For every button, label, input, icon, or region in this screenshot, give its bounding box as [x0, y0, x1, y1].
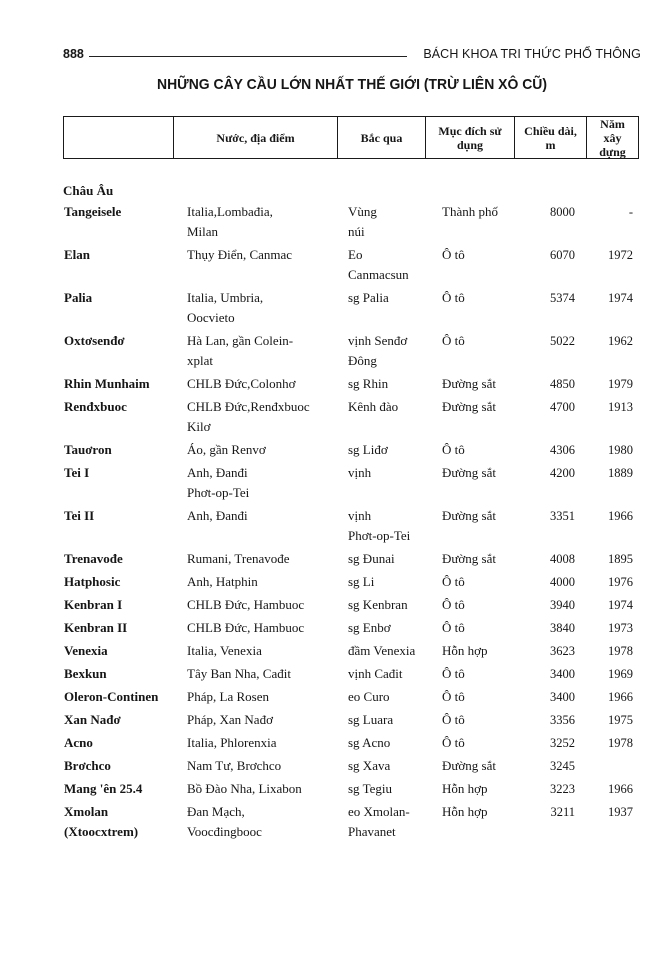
bridge-year: -: [628, 205, 633, 219]
bridge-name: Oxtơsenđơ: [64, 333, 125, 348]
bridge-location: CHLB Đức,Colonhơ: [187, 376, 296, 391]
bridge-purpose: Đường sắt: [442, 465, 496, 480]
bridge-name: Kenbran II: [64, 620, 128, 635]
bridge-name: Xmolan: [64, 804, 109, 819]
bridge-purpose: Hỗn hợp: [442, 781, 488, 796]
bridge-purpose: Hỗn hợp: [442, 643, 488, 658]
table-row: [0, 374, 671, 394]
bridge-length: 3840: [550, 621, 575, 635]
bridge-length: 8000: [550, 205, 575, 219]
bridge-crosses: sg Li: [348, 574, 375, 589]
table-row: [0, 506, 671, 546]
bridge-year: 1966: [608, 782, 633, 796]
bridge-crosses: Phavanet: [348, 824, 396, 839]
bridge-purpose: Ô tô: [442, 442, 465, 457]
bridge-location: Milan: [187, 224, 219, 239]
running-head: BÁCH KHOA TRI THỨC PHỔ THÔNG: [423, 47, 641, 61]
bridge-purpose: Thành phố: [442, 204, 498, 219]
bridge-location: Voocđingbooc: [187, 824, 262, 839]
bridge-location: Nam Tư, Brơchco: [187, 758, 282, 773]
table-row: [0, 331, 671, 371]
bridge-length: 5022: [550, 334, 575, 348]
table-row: [0, 463, 671, 503]
bridge-crosses: Đông: [348, 353, 377, 368]
bridge-crosses: vịnh: [348, 508, 372, 523]
bridge-year: 1979: [608, 377, 633, 391]
bridge-crosses: vịnh Cađit: [348, 666, 403, 681]
bridge-purpose: Đường sắt: [442, 551, 496, 566]
bridge-name: Tauơron: [64, 442, 112, 457]
bridge-name: Mang 'ên 25.4: [64, 781, 143, 796]
bridge-length: 3223: [550, 782, 575, 796]
bridge-year: 1895: [608, 552, 633, 566]
bridge-crosses: vịnh: [348, 465, 372, 480]
header-crosses: Bắc qua: [337, 117, 425, 158]
bridge-location: xplat: [187, 353, 213, 368]
bridge-year: 1972: [608, 248, 633, 262]
bridge-purpose: Ô tô: [442, 597, 465, 612]
bridge-crosses: Eo: [348, 247, 363, 262]
bridge-year: 1962: [608, 334, 633, 348]
bridge-name: Kenbran I: [64, 597, 123, 612]
bridge-location: Anh, Hatphin: [187, 574, 258, 589]
table-row: [0, 245, 671, 285]
bridge-crosses: sg Tegiu: [348, 781, 392, 796]
bridge-crosses: Kênh đào: [348, 399, 399, 414]
table-row: [0, 641, 671, 661]
bridge-crosses: sg Đunai: [348, 551, 395, 566]
bridge-length: 4008: [550, 552, 575, 566]
bridge-length: 4306: [550, 443, 575, 457]
table-row: [0, 664, 671, 684]
bridge-purpose: Ô tô: [442, 574, 465, 589]
page-number: 888: [63, 47, 84, 61]
bridge-year: 1966: [608, 509, 633, 523]
bridge-name: Tei I: [64, 465, 90, 480]
bridge-location: Italia, Phlorenxia: [187, 735, 277, 750]
bridge-location: Đan Mạch,: [187, 804, 245, 819]
bridge-location: Thụy Điển, Canmac: [187, 247, 293, 262]
bridge-year: 1978: [608, 736, 633, 750]
section-heading: Châu Âu: [63, 183, 114, 198]
bridge-name: Xan Nađơ: [64, 712, 121, 727]
bridge-location: Oocvieto: [187, 310, 235, 325]
bridge-length: 6070: [550, 248, 575, 262]
bridge-length: 3400: [550, 690, 575, 704]
table-row: [0, 733, 671, 753]
bridge-year: 1974: [608, 291, 633, 305]
bridge-name: Acno: [64, 735, 93, 750]
table-header: [63, 116, 639, 159]
bridge-length: 3623: [550, 644, 575, 658]
bridge-crosses: Vùng: [348, 204, 377, 219]
bridge-length: 3940: [550, 598, 575, 612]
bridge-location: Anh, Đanđi: [187, 508, 248, 523]
bridge-length: 4000: [550, 575, 575, 589]
table-row: [0, 202, 671, 242]
bridge-length: 3400: [550, 667, 575, 681]
bridge-year: 1975: [608, 713, 633, 727]
table-row: [0, 595, 671, 615]
bridge-crosses: sg Acno: [348, 735, 391, 750]
bridge-length: 3351: [550, 509, 575, 523]
bridge-location: Pháp, La Rosen: [187, 689, 269, 704]
bridge-crosses: sg Palia: [348, 290, 389, 305]
bridge-location: CHLB Đức,Renđxbuoc: [187, 399, 310, 414]
bridge-purpose: Đường sắt: [442, 508, 496, 523]
bridge-location: Anh, Đanđi: [187, 465, 248, 480]
bridge-crosses: vịnh Senđơ: [348, 333, 408, 348]
bridge-purpose: Ô tô: [442, 247, 465, 262]
table-row: [0, 288, 671, 328]
bridge-location: Italia, Umbria,: [187, 290, 264, 305]
bridge-location: Phơt-op-Tei: [187, 485, 250, 500]
bridge-purpose: Ô tô: [442, 712, 465, 727]
bridge-year: 1976: [608, 575, 633, 589]
bridge-length: 3245: [550, 759, 575, 773]
bridge-length: 4850: [550, 377, 575, 391]
bridge-year: 1913: [608, 400, 633, 414]
bridge-location: Italia,Lombađia,: [187, 204, 273, 219]
header-location: Nước, địa điểm: [173, 117, 337, 158]
table-row: [0, 572, 671, 592]
bridge-purpose: Ô tô: [442, 290, 465, 305]
bridge-name: Venexia: [64, 643, 108, 658]
table-row: [0, 440, 671, 460]
bridge-location: Italia, Venexia: [187, 643, 262, 658]
bridge-crosses: sg Liđơ: [348, 442, 388, 457]
bridge-crosses: sg Rhin: [348, 376, 389, 391]
bridge-location: Áo, gần Renvơ: [187, 442, 266, 457]
bridge-location: Hà Lan, gần Colein-: [187, 333, 294, 348]
bridge-purpose: Đường sắt: [442, 399, 496, 414]
bridge-purpose: Ô tô: [442, 620, 465, 635]
bridge-length: 5374: [550, 291, 575, 305]
bridge-purpose: Hỗn hợp: [442, 804, 488, 819]
bridge-year: 1966: [608, 690, 633, 704]
bridge-crosses: núi: [348, 224, 365, 239]
header-year: Năm xây dựng: [586, 117, 638, 158]
bridge-year: 1980: [608, 443, 633, 457]
bridge-name: Bexkun: [64, 666, 107, 681]
bridge-name: Tangeisele: [64, 204, 122, 219]
bridge-purpose: Ô tô: [442, 689, 465, 704]
header-rule: [89, 56, 407, 57]
bridge-name: Tei II: [64, 508, 95, 523]
bridge-name: Renđxbuoc: [64, 399, 127, 414]
bridge-length: 4700: [550, 400, 575, 414]
bridge-crosses: Phơt-op-Tei: [348, 528, 411, 543]
bridge-name: (Xtoocxtrem): [64, 824, 139, 839]
bridge-year: 1978: [608, 644, 633, 658]
bridge-name: Oleron-Continen: [64, 689, 159, 704]
bridge-location: Bồ Đào Nha, Lixabon: [187, 781, 302, 796]
table-row: [0, 756, 671, 776]
header-purpose: Mục đích sử dụng: [425, 117, 514, 158]
bridge-crosses: sg Luara: [348, 712, 394, 727]
bridge-purpose: Ô tô: [442, 333, 465, 348]
bridge-location: CHLB Đức, Hambuoc: [187, 597, 305, 612]
bridge-name: Brơchco: [64, 758, 111, 773]
bridge-year: 1969: [608, 667, 633, 681]
bridge-year: 1889: [608, 466, 633, 480]
bridge-length: 3356: [550, 713, 575, 727]
table-row: [0, 802, 671, 842]
bridge-year: 1974: [608, 598, 633, 612]
bridge-purpose: Đường sắt: [442, 758, 496, 773]
header-length: Chiều dài, m: [514, 117, 586, 158]
bridge-location: Rumani, Trenavođe: [187, 551, 290, 566]
bridge-crosses: eo Xmolan-: [348, 804, 410, 819]
bridge-name: Trenavođe: [64, 551, 123, 566]
bridge-location: CHLB Đức, Hambuoc: [187, 620, 305, 635]
bridge-location: Tây Ban Nha, Cađit: [187, 666, 291, 681]
bridge-crosses: eo Curo: [348, 689, 390, 704]
table-row: [0, 710, 671, 730]
table-row: [0, 687, 671, 707]
table-row: [0, 549, 671, 569]
bridge-location: Kilơ: [187, 419, 211, 434]
page-header: [63, 47, 641, 65]
bridge-name: Rhin Munhaim: [64, 376, 150, 391]
bridge-purpose: Đường sắt: [442, 376, 496, 391]
table-row: [0, 618, 671, 638]
bridge-crosses: đầm Venexia: [348, 643, 416, 658]
bridge-purpose: Ô tô: [442, 666, 465, 681]
bridge-crosses: sg Xava: [348, 758, 391, 773]
bridge-purpose: Ô tô: [442, 735, 465, 750]
bridge-length: 3252: [550, 736, 575, 750]
bridge-crosses: Canmacsun: [348, 267, 409, 282]
bridge-name: Palia: [64, 290, 93, 305]
bridge-crosses: sg Kenbran: [348, 597, 408, 612]
bridge-year: 1937: [608, 805, 633, 819]
bridge-location: Pháp, Xan Nađơ: [187, 712, 273, 727]
header-name: [64, 117, 173, 158]
bridge-year: 1973: [608, 621, 633, 635]
bridge-name: Hatphosic: [64, 574, 121, 589]
bridge-length: 4200: [550, 466, 575, 480]
table-title: NHỮNG CÂY CẦU LỚN NHẤT THẾ GIỚI (TRỪ LIÊN XÔ CŨ): [156, 76, 548, 93]
table-row: [0, 779, 671, 799]
bridge-crosses: sg Enbơ: [348, 620, 391, 635]
bridge-name: Elan: [64, 247, 91, 262]
bridge-length: 3211: [550, 805, 575, 819]
table-row: [0, 397, 671, 437]
